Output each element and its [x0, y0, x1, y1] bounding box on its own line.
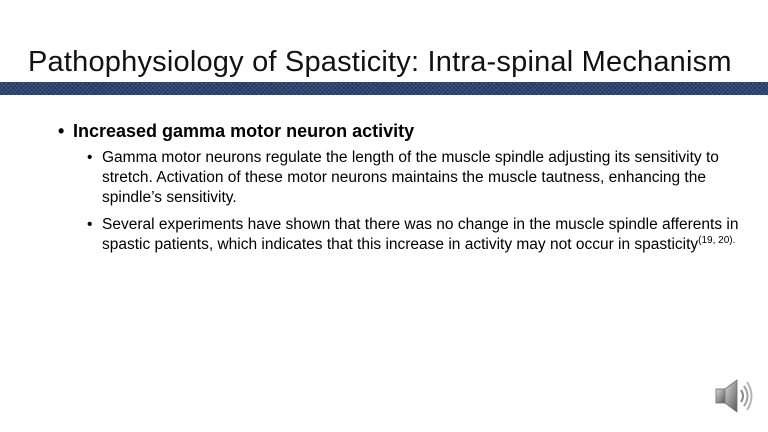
speaker-icon[interactable]	[712, 376, 756, 416]
bullet-marker: •	[58, 121, 65, 141]
sub-bullet-1-text: Gamma motor neurons regulate the length of the muscle spindle adjusting its sensitivity to stretch. Activation of these motor neurons maintains the muscle tautness, enhancing the spindle’s sensitivity.	[102, 149, 719, 206]
slide-title: Pathophysiology of Spasticity: Intra-spinal Mechanism	[28, 46, 732, 78]
bullet-main-text: Increased gamma motor neuron activity	[73, 121, 415, 141]
speaker-icon-graphic	[712, 376, 756, 416]
sub-bullet-2-text: Several experiments have shown that there was no change in the muscle spindle afferents in spastic patients, which indicates that this increase in activity may not occur in spasticity	[102, 216, 739, 253]
sub-bullet-1	[87, 148, 747, 208]
sub-bullet-marker: •	[87, 149, 93, 166]
sub-bullet-marker: •	[87, 216, 93, 233]
bullet-main	[58, 118, 728, 144]
citation: (19, 20).	[698, 234, 736, 246]
slide-content	[58, 118, 739, 262]
title-accent-bar	[0, 82, 768, 95]
sub-bullet-2	[87, 215, 747, 255]
